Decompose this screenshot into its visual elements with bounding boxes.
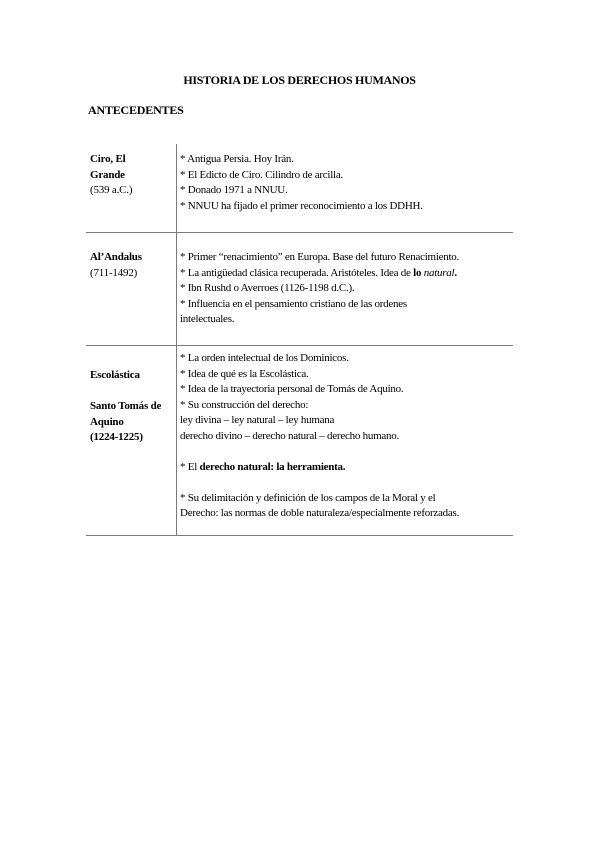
bullet-line: * Idea de qué es la Escolástica. — [180, 367, 309, 380]
row-person: Aquino — [90, 415, 124, 428]
row-content — [180, 250, 516, 328]
table-row-ciro — [86, 144, 513, 233]
bullet-line: intelectuales. — [180, 313, 235, 325]
bullet-line: * Antigua Persia. Hoy Irán. — [180, 153, 294, 165]
text-run: * El — [180, 460, 200, 473]
bullet-line: * Su delimitación y definición de los campos de la Moral y el — [180, 491, 436, 504]
row-date: (539 a.C.) — [90, 184, 133, 196]
column-divider — [176, 346, 177, 535]
bullet-line: * Donado 1971 a NNUU. — [180, 184, 288, 196]
antecedentes-table — [86, 144, 513, 536]
row-content — [180, 351, 516, 522]
bold-text: lo — [413, 266, 422, 279]
bullet-line: * Primer “renacimiento” en Europa. Base del futuro Renacimiento. — [180, 251, 460, 263]
column-divider — [176, 144, 177, 232]
row-label — [90, 250, 174, 281]
row-content — [180, 152, 516, 214]
row-name: Escolástica — [90, 369, 140, 381]
bullet-line: * Ibn Rushd o Averroes (1126-1198 d.C.). — [180, 282, 355, 294]
row-label — [90, 368, 174, 446]
text-run: * La antigüedad clásica recuperada. Aristóteles. Idea de — [180, 266, 414, 279]
table-row-alandalus — [86, 233, 513, 346]
row-name: Grande — [90, 168, 125, 181]
row-name: Al’Andalus — [90, 251, 142, 263]
row-name: Ciro, El — [90, 153, 126, 165]
bold-text: derecho natural: la herramienta. — [199, 460, 346, 473]
row-label — [90, 152, 174, 199]
table-row-escolastica — [86, 346, 513, 536]
bullet-line — [180, 266, 516, 282]
bullet-line: * Idea de la trayectoria personal de Tomás de Aquino. — [180, 383, 404, 395]
text-run: . — [454, 266, 457, 279]
row-date: (711-1492) — [90, 266, 138, 279]
section-title: ANTECEDENTES — [88, 103, 184, 117]
bullet-line — [180, 460, 516, 476]
row-person: Santo Tomás de — [90, 400, 162, 412]
page-title: HISTORIA DE LOS DERECHOS HUMANOS — [183, 73, 416, 87]
bullet-line: * Influencia en el pensamiento cristiano de las ordenes — [180, 297, 407, 310]
bullet-line: * La orden intelectual de los Dominicos. — [180, 352, 349, 364]
bullet-line: * NNUU ha fijado el primer reconocimiento a los DDHH. — [180, 199, 423, 212]
column-divider — [176, 233, 177, 345]
italic-text: natural — [423, 266, 455, 279]
bullet-line: ley divina – ley natural – ley humana — [180, 414, 335, 426]
bullet-line: derecho divino – derecho natural – derecho humano. — [180, 429, 400, 442]
row-date: (1224-1225) — [90, 431, 143, 443]
bullet-line: * El Edicto de Ciro. Cilindro de arcilla. — [180, 168, 343, 181]
bullet-line: * Su construcción del derecho: — [180, 398, 309, 411]
bullet-line: Derecho: las normas de doble naturaleza/especialmente reforzadas. — [180, 507, 460, 519]
